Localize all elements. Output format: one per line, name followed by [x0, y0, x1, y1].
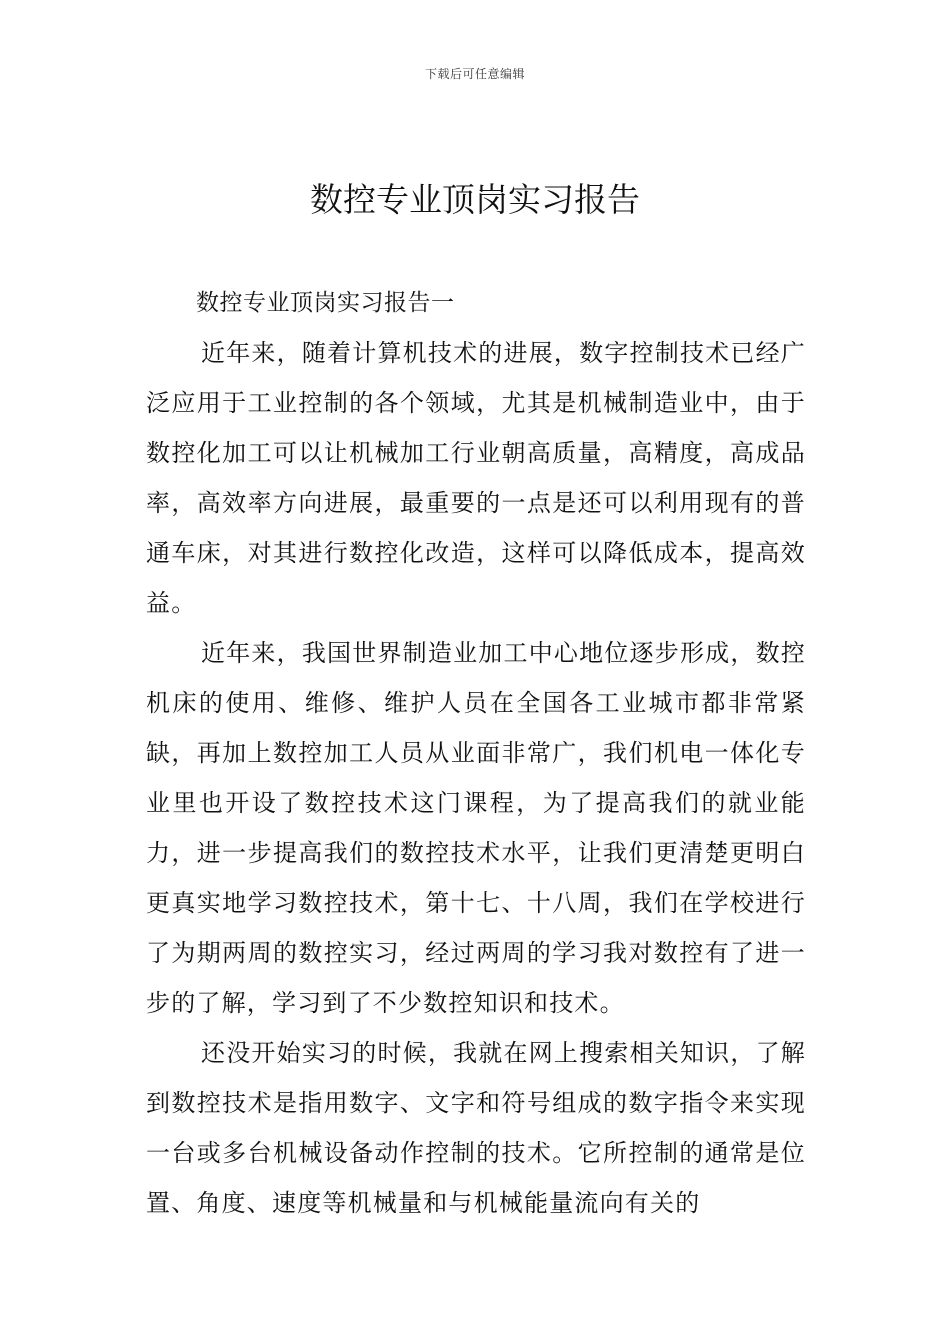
document-body	[146, 278, 806, 1228]
paragraph-3: 还没开始实习的时候，我就在网上搜索相关知识，了解到数控技术是指用数字、文字和符号组成的数字指令来实现一台或多台机械设备动作控制的技术。它所控制的通常是位置、角度、速度等机械量和与机械能量流向有关的	[146, 1039, 806, 1217]
header-note: 下载后可任意编辑	[424, 67, 525, 81]
paragraph-2: 近年来，我国世界制造业加工中心地位逐步形成，数控机床的使用、维修、维护人员在全国各工业城市都非常紧缺，再加上数控加工人员从业面非常广，我们机电一体化专业里也开设了数控技术这门课程，为了提高我们的就业能力，进一步提高我们的数控技术水平，让我们更清楚更明白更真实地学习数控技术，第十七、十八周，我们在学校进行了为期两周的数控实习，经过两周的学习我对数控有了进一步的了解，学习到了不少数控知识和技术。	[146, 639, 806, 1017]
paragraph-1: 近年来，随着计算机技术的进展，数字控制技术已经广泛应用于工业控制的各个领域，尤其是机械制造业中，由于数控化加工可以让机械加工行业朝高质量，高精度，高成品率，高效率方向进展，最重要的一点是还可以利用现有的普通车床，对其进行数控化改造，这样可以降低成本，提高效益。	[146, 339, 806, 617]
document-title: 数控专业顶岗实习报告	[310, 180, 640, 219]
section-subheading: 数控专业顶岗实习报告一	[196, 290, 455, 316]
